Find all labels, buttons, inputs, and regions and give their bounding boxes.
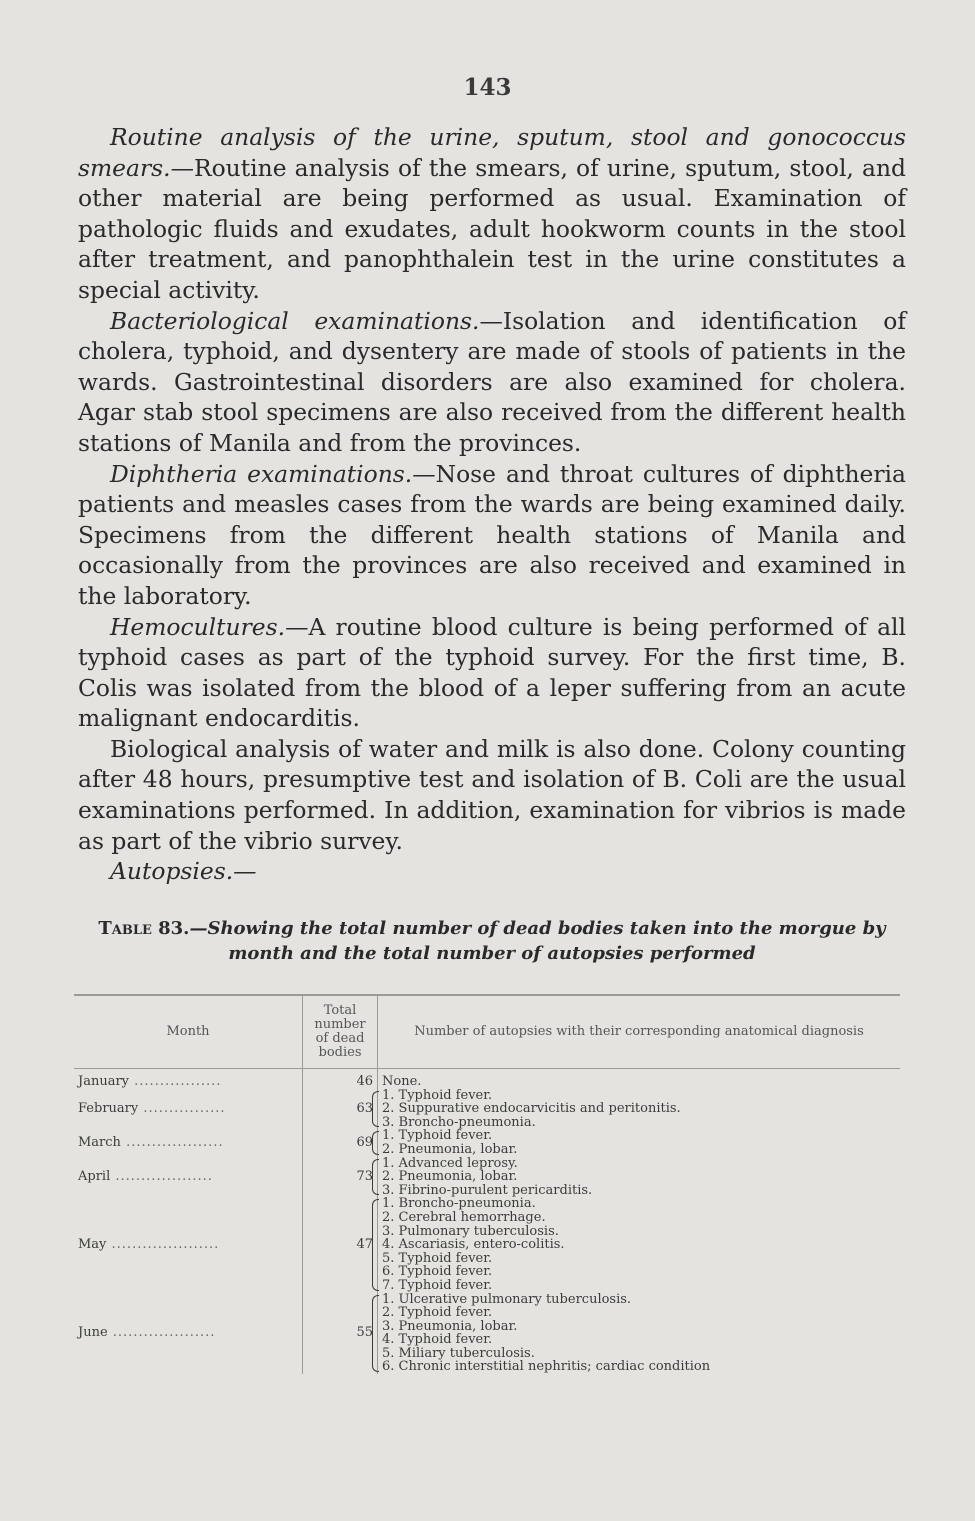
brace-mark xyxy=(372,1159,379,1196)
diagnosis-item: 3. Pulmonary tuberculosis. xyxy=(382,1223,559,1239)
diagnosis-item: 6. Typhoid fever. xyxy=(382,1264,493,1280)
cell-total: 69 xyxy=(303,1129,378,1156)
header-diagnosis: Number of autopsies with their corresponding anatomical diagnosis xyxy=(378,995,901,1069)
brace-mark xyxy=(372,1295,379,1373)
diagnosis-item: 3. Broncho-pneumonia. xyxy=(382,1114,536,1130)
paragraph-heading: Autopsies.— xyxy=(110,857,257,886)
brace-mark xyxy=(372,1131,379,1154)
month-label: January xyxy=(78,1074,130,1089)
table-row xyxy=(74,1293,900,1375)
cell-total: 73 xyxy=(303,1157,378,1198)
cell-total: 46 xyxy=(303,1069,378,1089)
paragraph-hemocultures xyxy=(78,612,906,734)
cell-month xyxy=(74,1293,303,1375)
leader-dots: ................... xyxy=(110,1169,213,1185)
leader-dots: ................ xyxy=(138,1101,226,1117)
diagnosis-item: 1. Advanced leprosy. xyxy=(382,1155,518,1171)
leader-dots: .................... xyxy=(107,1325,216,1341)
diagnosis-item: 3. Fibrino-purulent pericarditis. xyxy=(382,1182,593,1198)
diagnosis-item: 1. Broncho-pneumonia. xyxy=(382,1196,536,1212)
cell-month xyxy=(74,1089,303,1130)
cell-diagnosis xyxy=(378,1293,901,1375)
page-number: 143 xyxy=(463,74,512,101)
diagnosis-list xyxy=(382,1157,896,1198)
diagnosis-item: 3. Pneumonia, lobar. xyxy=(382,1318,518,1334)
table-header-row xyxy=(74,995,900,1069)
cell-month xyxy=(74,1197,303,1292)
table-caption-text: —Showing the total number of dead bodies taken into the morgue by month and the total number of autopsies performed xyxy=(189,918,886,964)
paragraph-routine-analysis xyxy=(78,122,906,306)
table-caption-lead: Table 83. xyxy=(98,918,190,939)
paragraph-body: —Isolation and identification of cholera, typhoid, and dysentery are made of stools of patients in the wards. Gastrointestinal disorders are also examined for cholera. Agar stab stool specimens are also received from the different health stations of Manila and from the provinces. xyxy=(78,306,906,457)
diagnosis-item: 5. Typhoid fever. xyxy=(382,1250,493,1266)
cell-diagnosis xyxy=(378,1089,901,1130)
table-row xyxy=(74,1197,900,1292)
cell-month xyxy=(74,1129,303,1156)
body-text xyxy=(78,122,906,887)
brace-mark xyxy=(372,1091,379,1128)
month-label: March xyxy=(78,1135,121,1151)
diagnosis-list xyxy=(382,1129,896,1156)
diagnosis-item: 1. Typhoid fever. xyxy=(382,1087,493,1103)
month-label: May xyxy=(78,1237,107,1253)
paragraph-diphtheria xyxy=(78,459,906,612)
table-row xyxy=(74,1157,900,1198)
table-caption xyxy=(78,916,906,966)
paragraph-body: —A routine blood culture is being performed of all typhoid cases as part of the typhoid survey. For the first time, B. Colis was isolated from the blood of a leper suffering from an acute malignant endocarditis. xyxy=(78,612,906,733)
cell-month xyxy=(74,1157,303,1198)
paragraph-bacteriological xyxy=(78,306,906,459)
paragraph-biological-analysis xyxy=(78,734,906,856)
diagnosis-list xyxy=(382,1293,896,1375)
diagnosis-item: 2. Pneumonia, lobar. xyxy=(382,1141,518,1157)
header-total: Total number of dead bodies xyxy=(303,995,378,1069)
cell-total: 55 xyxy=(303,1293,378,1375)
cell-diagnosis xyxy=(378,1157,901,1198)
cell-diagnosis xyxy=(378,1197,901,1292)
diagnosis-list xyxy=(382,1089,896,1130)
cell-total: 63 xyxy=(303,1089,378,1130)
paragraph-autopsies xyxy=(78,856,906,887)
header-month: Month xyxy=(74,995,303,1069)
paragraph-heading: Diphtheria examinations. xyxy=(110,459,413,488)
leader-dots: ..................... xyxy=(106,1237,220,1253)
table-row xyxy=(74,1089,900,1130)
autopsy-table xyxy=(74,994,900,1374)
paragraph-body: —Routine analysis of the smears, of urine, sputum, stool, and other material are being performed as usual. Examination of pathologic fluids and exudates, adult hookworm counts in the stool after treatment, and panophthalein test in the urine constitutes a special activity. xyxy=(78,153,906,304)
leader-dots: ................. xyxy=(129,1074,222,1089)
diagnosis-item: 2. Pneumonia, lobar. xyxy=(382,1169,518,1185)
cell-diagnosis xyxy=(378,1129,901,1156)
diagnosis-item: 1. Typhoid fever. xyxy=(382,1128,493,1144)
paragraph-heading: Routine analysis of the urine, sputum, stool and gonococcus smears. xyxy=(78,123,906,182)
month-label: June xyxy=(78,1325,108,1341)
diagnosis-item: 4. Ascariasis, entero-colitis. xyxy=(382,1237,565,1253)
paragraph-body: Biological analysis of water and milk is also done. Colony counting after 48 hours, presumptive test and isolation of B. Coli are the usual examinations performed. In addition, examination for vibrios is made as part of the vibrio survey. xyxy=(78,734,906,855)
diagnosis-item: 7. Typhoid fever. xyxy=(382,1277,493,1293)
diagnosis-item: 5. Miliary tuberculosis. xyxy=(382,1345,535,1361)
diagnosis-item: 1. Ulcerative pulmonary tuberculosis. xyxy=(382,1291,632,1307)
table-row xyxy=(74,1129,900,1156)
brace-mark xyxy=(372,1199,379,1290)
paragraph-heading: Hemocultures. xyxy=(110,612,286,641)
diagnosis-list xyxy=(382,1075,896,1089)
month-label: April xyxy=(78,1169,111,1185)
diagnosis-item: 2. Cerebral hemorrhage. xyxy=(382,1209,546,1225)
cell-total: 47 xyxy=(303,1197,378,1292)
month-label: February xyxy=(78,1101,139,1117)
diagnosis-item: 2. Typhoid fever. xyxy=(382,1305,493,1321)
diagnosis-item: 4. Typhoid fever. xyxy=(382,1332,493,1348)
table-body xyxy=(74,1069,900,1375)
diagnosis-item: None. xyxy=(382,1074,422,1089)
diagnosis-list xyxy=(382,1197,896,1292)
diagnosis-item: 2. Suppurative endocarvicitis and peritonitis. xyxy=(382,1101,681,1117)
diagnosis-item: 6. Chronic interstitial nephritis; cardiac condition xyxy=(382,1359,711,1375)
cell-month xyxy=(74,1069,303,1089)
paragraph-body: —Nose and throat cultures of diphtheria patients and measles cases from the wards are being examined daily. Specimens from the different health stations of Manila and occasionally from the provinces are also received and examined in the laboratory. xyxy=(78,459,906,610)
paragraph-heading: Bacteriological examinations. xyxy=(110,306,480,335)
table-row xyxy=(74,1069,900,1089)
cell-diagnosis xyxy=(378,1069,901,1089)
leader-dots: ................... xyxy=(120,1135,224,1151)
